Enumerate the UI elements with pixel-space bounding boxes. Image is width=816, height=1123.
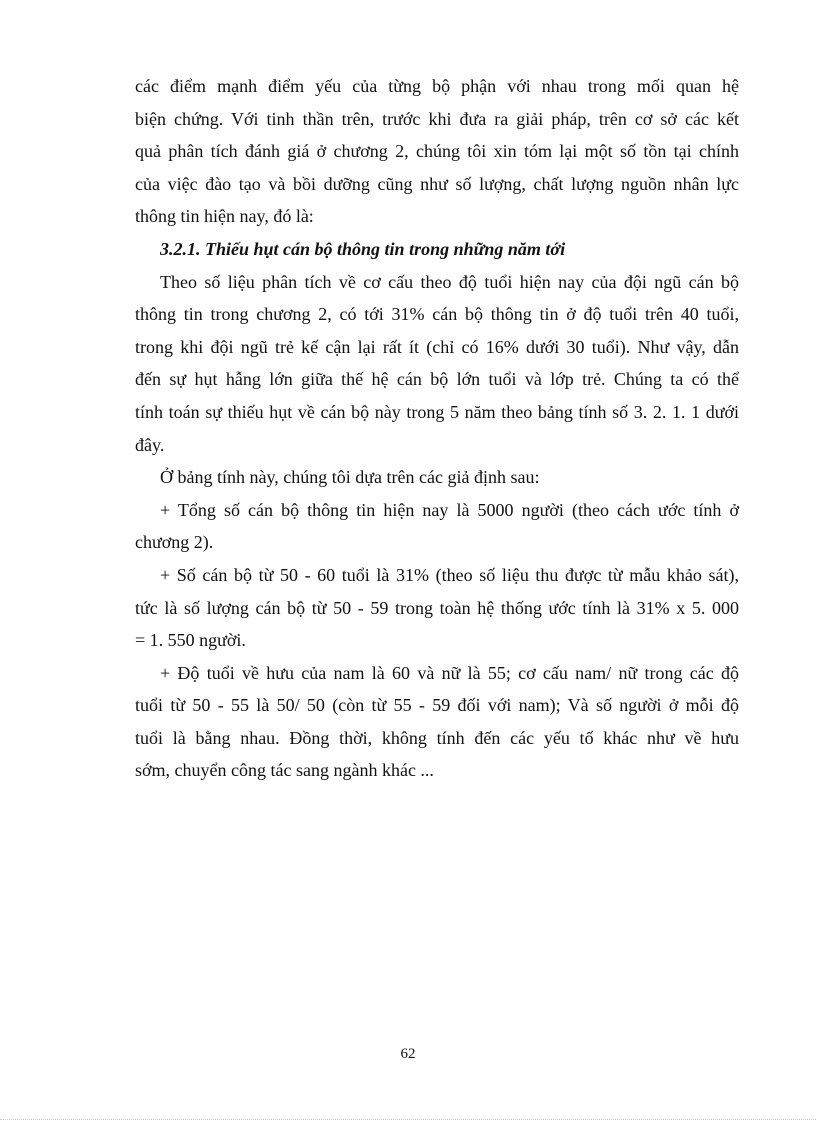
body-text-line: đây.: [135, 434, 165, 455]
body-text-line: tuổi là bằng nhau. Đồng thời, không tính đến các yếu tố khác như về hưu: [135, 727, 739, 748]
body-text-line: của việc đào tạo và bồi dưỡng cũng như số lượng, chất lượng nguồn nhân lực: [135, 173, 739, 194]
body-text-line: thông tin trong chương 2, có tới 31% cán bộ thông tin ở độ tuổi trên 40 tuổi,: [135, 304, 739, 325]
body-text-line: tuổi từ 50 - 55 là 50/ 50 (còn từ 55 - 59 đối với nam); Và số người ở mỗi độ: [135, 695, 739, 716]
body-text-line: = 1. 550 người.: [135, 630, 246, 651]
body-text-line: + Tổng số cán bộ thông tin hiện nay là 5000 người (theo cách ước tính ở: [160, 499, 739, 520]
body-text-line: Ở bảng tính này, chúng tôi dựa trên các giả định sau:: [160, 467, 540, 488]
body-text-line: sớm, chuyển công tác sang ngành khác ...: [135, 760, 434, 781]
body-text-line: trong khi đội ngũ trẻ kế cận lại rất ít (chỉ có 16% dưới 30 tuổi). Như vậy, dẫn: [135, 336, 739, 357]
document-body: [135, 70, 739, 787]
body-text-line: đến sự hụt hẫng lớn giữa thế hệ cán bộ lớn tuổi và lớp trẻ. Chúng ta có thể: [135, 369, 739, 390]
body-text-line: + Số cán bộ từ 50 - 60 tuổi là 31% (theo số liệu thu được từ mẫu khảo sát),: [160, 564, 739, 585]
body-text-line: biện chứng. Với tinh thần trên, trước khi đưa ra giải pháp, trên cơ sở các kết: [135, 108, 739, 129]
body-text-line: các điểm mạnh điểm yếu của từng bộ phận với nhau trong mối quan hệ: [135, 76, 739, 96]
body-text-line: chương 2).: [135, 532, 214, 553]
body-text-line: thông tin hiện nay, đó là:: [135, 206, 314, 227]
body-text-line: tính toán sự thiếu hụt về cán bộ này trong 5 năm theo bảng tính số 3. 2. 1. 1 dưới: [135, 401, 739, 422]
body-text-line: Theo số liệu phân tích về cơ cấu theo độ tuổi hiện nay của đội ngũ cán bộ: [160, 271, 739, 292]
body-text-line: + Độ tuổi về hưu của nam là 60 và nữ là 55; cơ cấu nam/ nữ trong các độ: [160, 662, 739, 683]
body-text-line: quả phân tích đánh giá ở chương 2, chúng tôi xin tóm lại một số tồn tại chính: [135, 141, 739, 162]
page-bottom-divider: [0, 1119, 816, 1120]
section-heading: 3.2.1. Thiếu hụt cán bộ thông tin trong những năm tới: [160, 238, 566, 259]
page-number: 62: [400, 1046, 416, 1062]
body-text-line: tức là số lượng cán bộ từ 50 - 59 trong toàn hệ thống ước tính là 31% x 5. 000: [135, 597, 739, 618]
